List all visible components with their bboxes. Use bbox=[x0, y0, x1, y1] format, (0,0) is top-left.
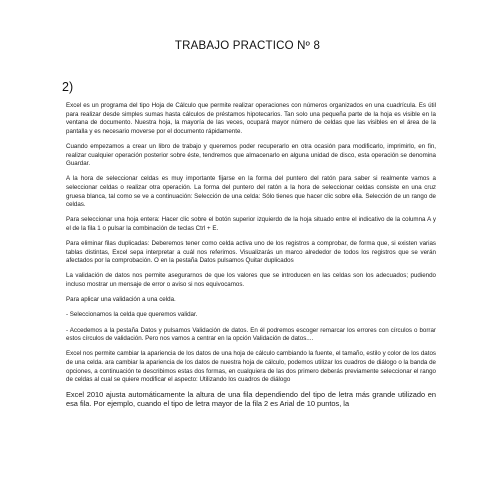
paragraph-aplicar-validacion: Para aplicar una validación a una celda. bbox=[66, 296, 176, 304]
paragraph-altura-fila: Excel 2010 ajusta automáticamente la altura de una fila dependiendo del tipo de letra más grande utilizado en esa fila. Por ejemplo, cuando el tipo de letra mayor de la fila 2 es Arial de 10 puntos, la bbox=[66, 390, 436, 408]
paragraph-seleccionar-celdas: A la hora de seleccionar celdas es muy importante fijarse en la forma del puntero del ratón para saber si realmente vamos a seleccionar celdas o realizar otra operación. La forma del puntero del ratón a la hora de seleccionar celdas consiste en una cruz gruesa blanca, tal como se ve a continuación: Selección de una celda: Sólo tienes que hacer clic sobre ella. Selección de un rango de celdas. bbox=[66, 175, 436, 209]
paragraph-accedemos: - Accedemos a la pestaña Datos y pulsamos Validación de datos. En él podremos escoger remarcar los errores con círculos o borrar estos círculos de validación. Pero nos vamos a centrar en la opción Validación de datos.... bbox=[66, 326, 436, 343]
page-title: TRABAJO PRACTICO Nº 8 bbox=[174, 40, 321, 52]
paragraph-hoja-entera: Para seleccionar una hoja entera: Hacer clic sobre el botón superior izquierdo de la hoja situado entre el indicativo de la columna A y el de la fila 1 o pulsar la combinación de teclas Ctrl + E. bbox=[66, 216, 436, 232]
document-body bbox=[66, 102, 436, 415]
paragraph-apariencia: Excel nos permite cambiar la apariencia de los datos de una hoja de cálculo cambiando la fuente, el tamaño, estilo y color de los datos de una celda. ara cambiar la apariencia de los datos de nuestra hoja de cálculo, podemos utilizar los cuadros de diálogo o la banda de opciones, a continuación te describimos estas dos formas, en cualquiera de las dos primero deberás previamente seleccionar el rango de celdas al cual se quiere modificar el aspecto: Utilizando los cuadros de diálogo bbox=[66, 350, 436, 384]
section-number: 2) bbox=[62, 80, 74, 94]
paragraph-guardar: Cuando empezamos a crear un libro de trabajo y queremos poder recuperarlo en otra ocasión para modificarlo, imprimirlo, en fin, realizar cualquier operación posterior sobre éste, tendremos que almacenarlo en alguna unidad de disco, esta operación se denomina Guardar. bbox=[66, 142, 436, 168]
paragraph-seleccionamos: - Seleccionamos la celda que queremos validar. bbox=[66, 311, 198, 319]
paragraph-excel-intro: Excel es un programa del tipo Hoja de Cálculo que permite realizar operaciones con números organizados en una cuadrícula. Es útil para realizar desde simples sumas hasta cálculos de préstamos hipotecarios. Tan solo una pequeña parte de la hoja es visible en la ventana de documento. Nuestra hoja, la mayoría de las veces, ocupará mayor número de celdas que las visibles en el área de la pantalla y es necesario moverse por el documento rápidamente. bbox=[66, 102, 436, 135]
paragraph-validacion: La validación de datos nos permite asegurarnos de que los valores que se introducen en las celdas son los adecuados; pudiendo incluso mostrar un mensaje de error o aviso si nos equivocamos. bbox=[66, 272, 436, 289]
paragraph-filas-duplicadas: Para eliminar filas duplicadas: Deberemos tener como celda activa uno de los registros a comprobar, de forma que, si existen varias tablas distintas, Excel sepa interpretar a cuál nos referimos. Visualizarás un marco alrededor de todos los registros que se verán afectados por la comprobación. O en la pestaña Datos pulsamos Quitar duplicados bbox=[66, 240, 436, 265]
